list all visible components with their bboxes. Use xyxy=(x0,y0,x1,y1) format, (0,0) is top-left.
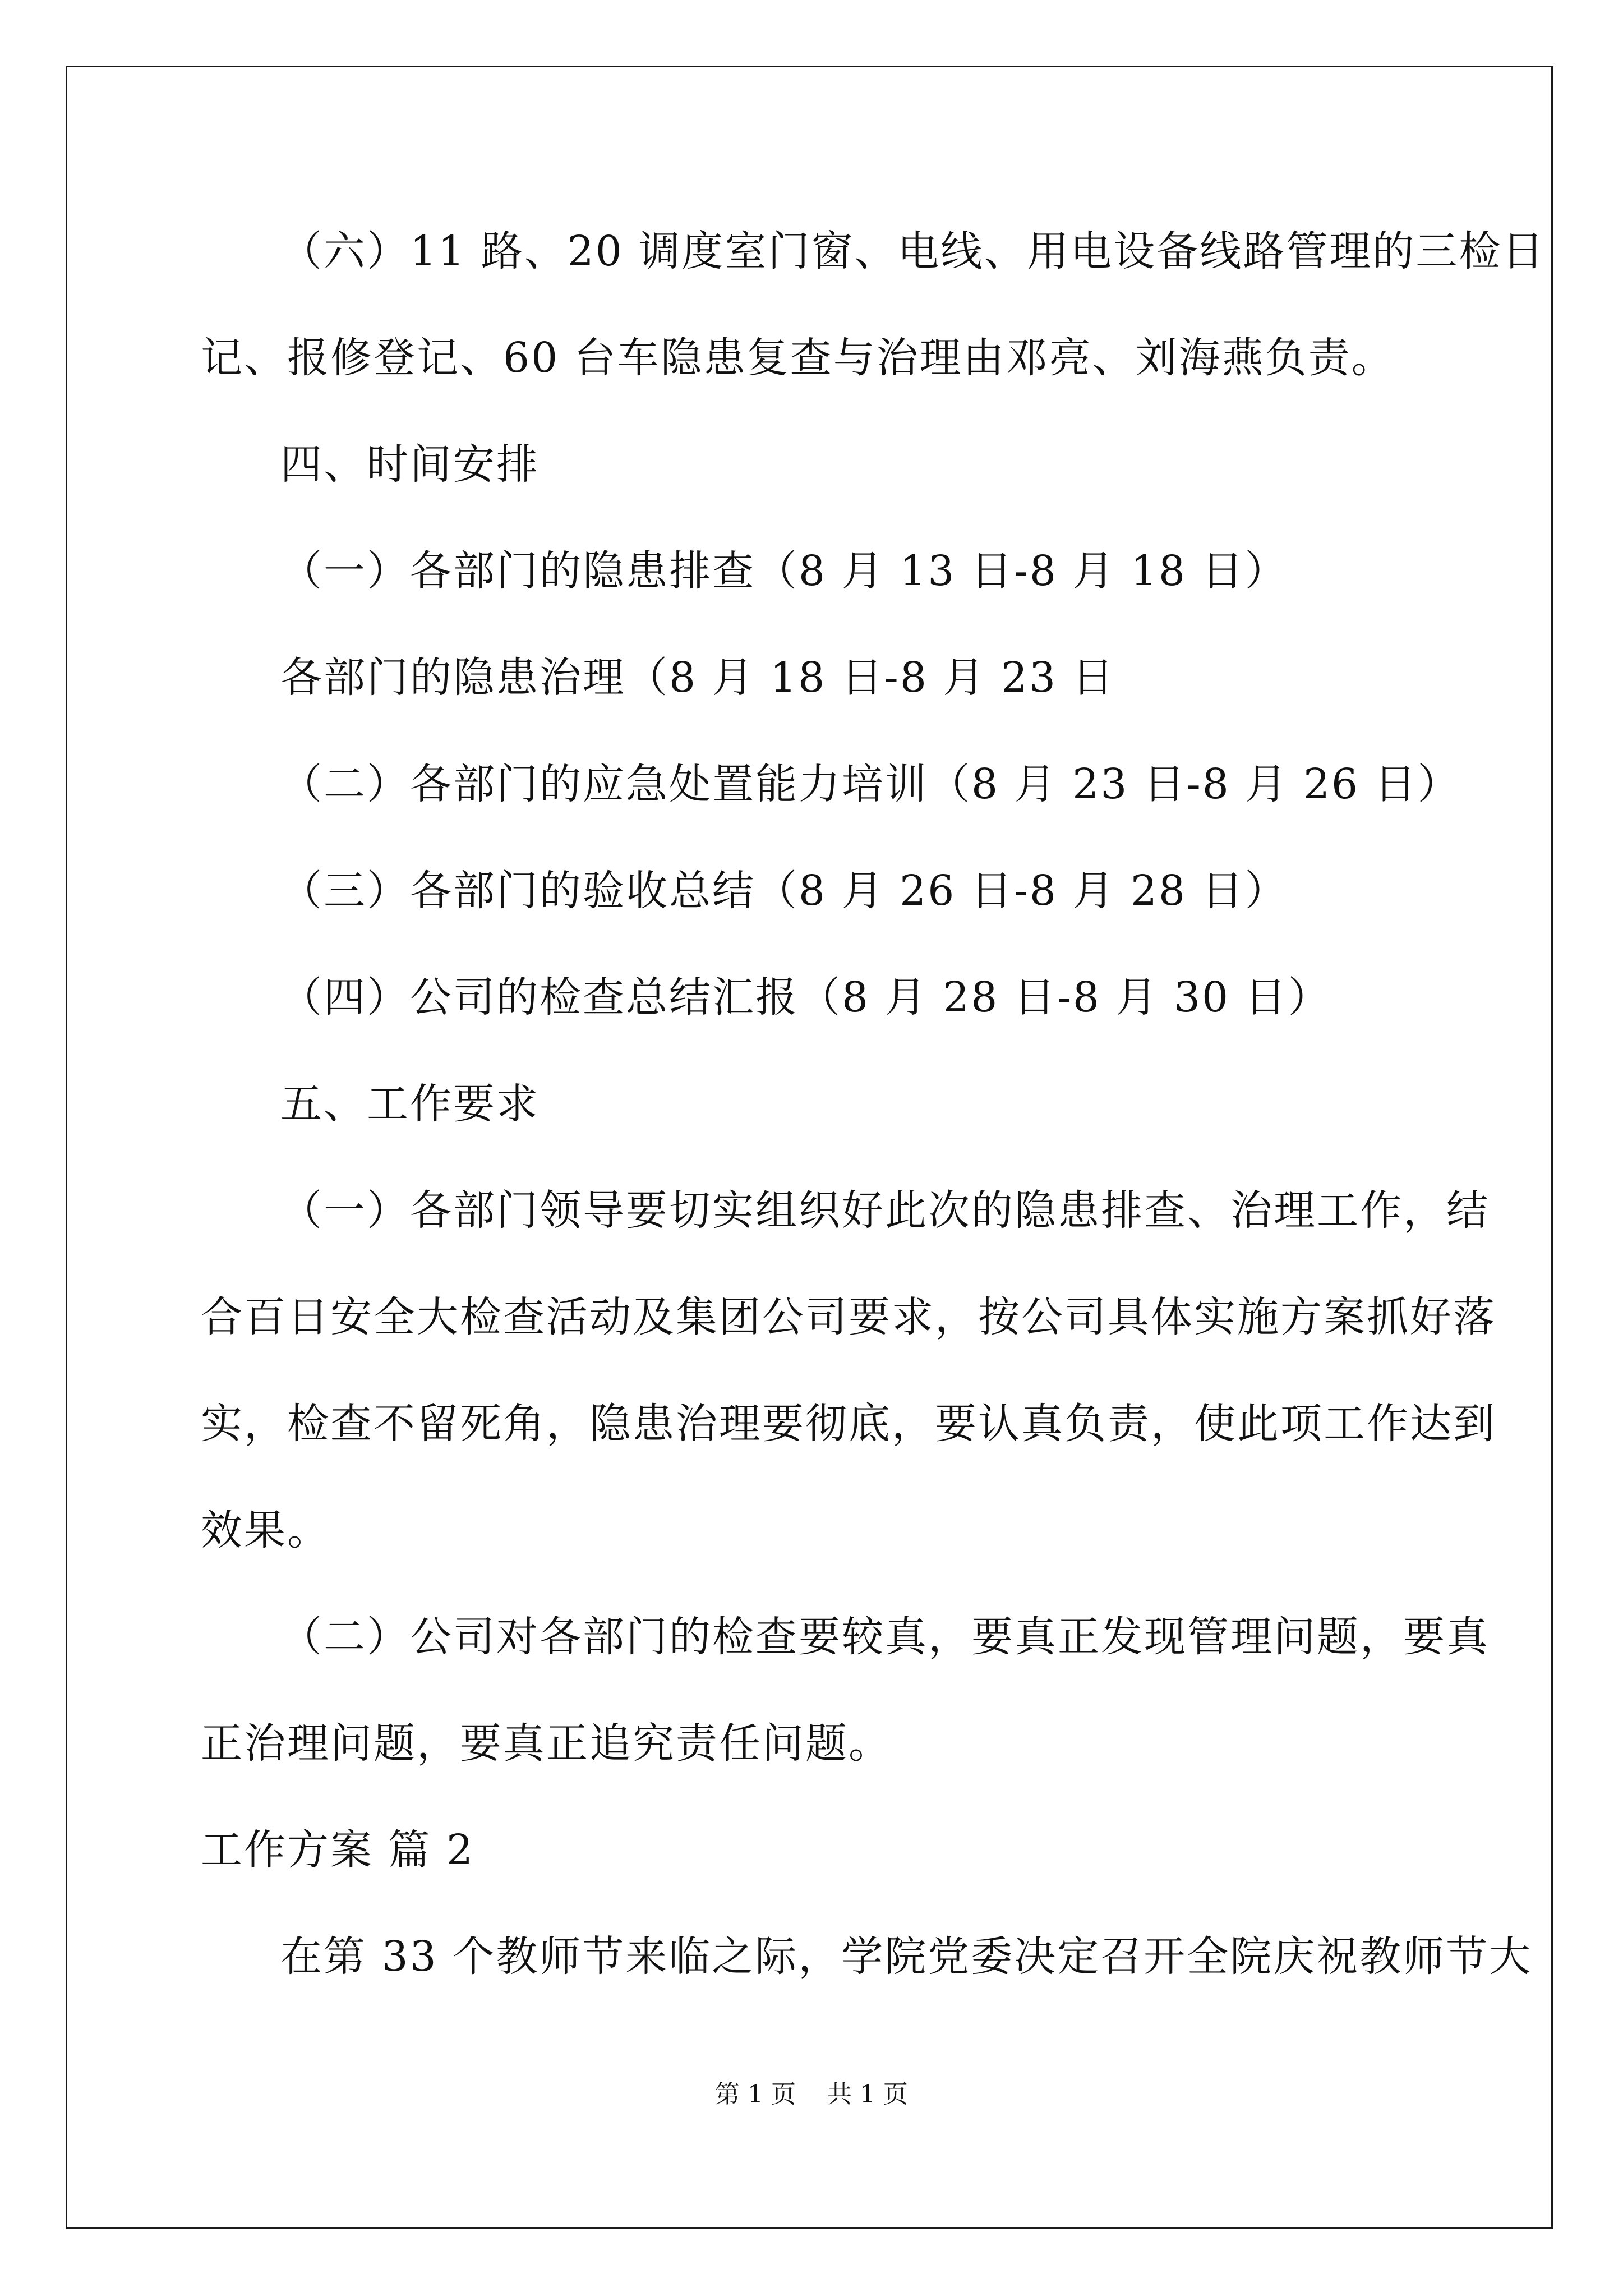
paragraph-line: 各部门的隐患治理（8 月 18 日-8 月 23 日 xyxy=(280,654,1115,702)
paragraph-line: （一）各部门的隐患排查（8 月 13 日-8 月 18 日） xyxy=(280,547,1288,595)
section-heading: 五、工作要求 xyxy=(280,1080,540,1128)
paragraph-line: 合百日安全大检查活动及集团公司要求，按公司具体实施方案抓好落 xyxy=(201,1293,1496,1341)
paragraph-line: 效果。 xyxy=(201,1506,330,1554)
document-subtitle: 工作方案 篇 2 xyxy=(201,1826,475,1874)
paragraph-line: 在第 33 个教师节来临之际，学院党委决定召开全院庆祝教师节大 xyxy=(280,1932,1533,1981)
paragraph-line: 正治理问题，要真正追究责任问题。 xyxy=(201,1719,892,1768)
page-footer: 第 1 页 共 1 页 xyxy=(715,2080,908,2109)
paragraph-line: 实，检查不留死角，隐患治理要彻底，要认真负责，使此项工作达到 xyxy=(201,1400,1496,1448)
paragraph-line: 记、报修登记、60 台车隐患复查与治理由邓亮、刘海燕负责。 xyxy=(201,334,1395,382)
paragraph-line: （二）公司对各部门的检查要较真，要真正发现管理问题，要真 xyxy=(280,1613,1490,1661)
page-border xyxy=(66,66,1553,2229)
paragraph-line: （一）各部门领导要切实组织好此次的隐患排查、治理工作，结 xyxy=(280,1186,1490,1235)
paragraph-line: （六）11 路、20 调度室门窗、电线、用电设备线路管理的三检日 xyxy=(280,227,1546,275)
section-heading: 四、时间安排 xyxy=(280,440,540,489)
paragraph-line: （二）各部门的应急处置能力培训（8 月 23 日-8 月 26 日） xyxy=(280,760,1461,808)
paragraph-line: （四）公司的检查总结汇报（8 月 28 日-8 月 30 日） xyxy=(280,973,1331,1022)
paragraph-line: （三）各部门的验收总结（8 月 26 日-8 月 28 日） xyxy=(280,867,1288,915)
